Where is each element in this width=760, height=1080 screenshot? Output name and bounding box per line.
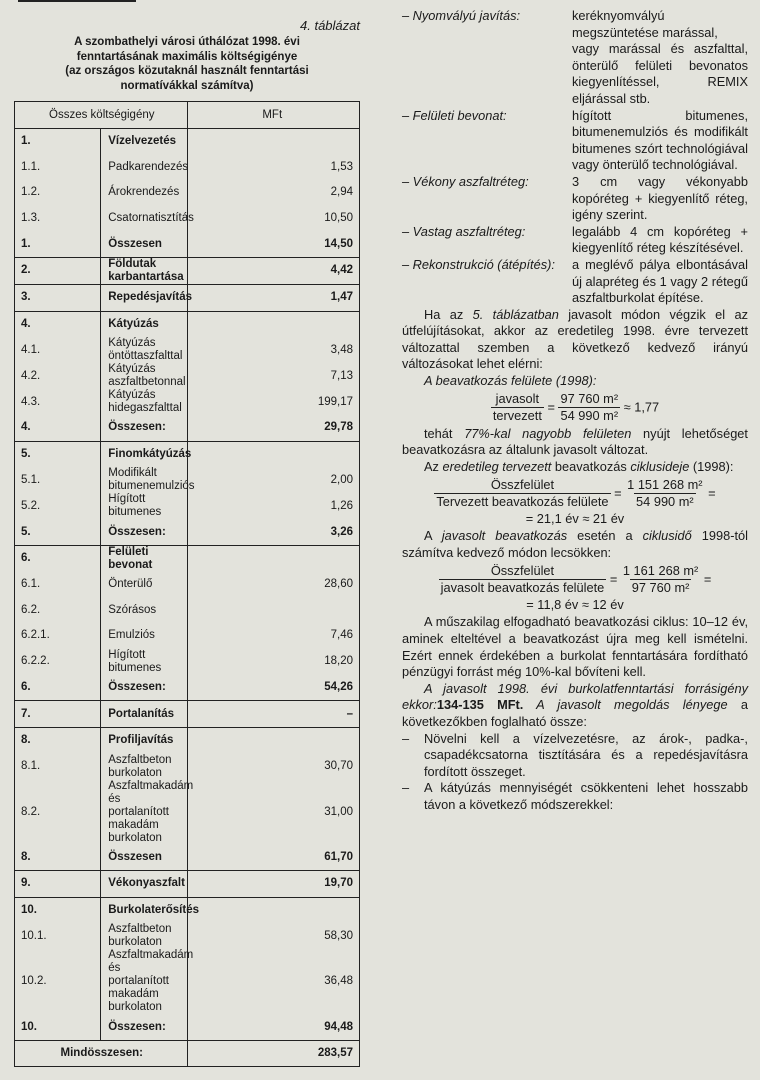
row-label: Kátyúzás [101, 311, 187, 337]
table-row [15, 923, 360, 949]
row-label: Összesen: [101, 675, 187, 701]
paragraph-4: A javasolt beavatkozás esetén a ciklusidő 1998-tól számítva kedvező módon lecsökken: [402, 528, 748, 560]
table-title-line: A szombathelyi városi úthálózat 1998. évi [74, 36, 300, 48]
row-value: 19,70 [187, 871, 360, 898]
row-label: Kátyúzás hidegaszfalttal [101, 389, 187, 415]
definitions-list [402, 8, 748, 307]
table-row [15, 311, 360, 337]
table-row [15, 206, 360, 232]
table-row [15, 337, 360, 363]
definition-desc-line: hígított bitumenes, bitumenemulziós és modifikált bitumenes szórt technológiával vagy önterülő technológiával. [572, 107, 748, 173]
row-value: 2,00 [187, 467, 360, 493]
row-number: 8.1. [21, 760, 41, 772]
row-label: Aszfaltmakadám és portalanított makadám burkolaton [101, 949, 187, 1014]
table-title [14, 35, 360, 93]
row-label: Összesen: [101, 519, 187, 545]
row-number: 8. [15, 845, 101, 871]
row-label: Burkolaterősítés [101, 897, 187, 923]
definition-desc [572, 174, 748, 224]
definition-desc-line: 3 cm vagy vékonyabb kopóréteg + kiegyenlítő réteg, igény szerint. [572, 173, 748, 223]
header-unit: MFt [187, 102, 360, 129]
row-value [187, 311, 360, 337]
row-number: 10.1. [21, 929, 47, 942]
row-number: 5. [15, 519, 101, 545]
row-label: Árokrendezés [101, 180, 187, 206]
table-row [15, 180, 360, 206]
row-value: 3,26 [187, 519, 360, 545]
paragraph-2: tehát 77%-kal nagyobb felületen nyújt lehetőséget beavatkozásra az általunk javasolt változat. [402, 425, 748, 458]
row-label: Aszfaltbeton burkolaton [101, 923, 187, 949]
row-number: 6.2.1. [21, 629, 50, 642]
table-row [15, 949, 360, 1014]
row-label: Aszfaltbeton burkolaton [101, 754, 187, 780]
row-value: 58,30 [187, 923, 360, 949]
row-value: 14,50 [187, 231, 360, 257]
table-row [15, 441, 360, 467]
row-label: Portalanítás [101, 701, 187, 728]
table-row [15, 845, 360, 871]
table-row [15, 780, 360, 845]
table-row [15, 675, 360, 701]
subheading-surface: A beavatkozás felülete (1998): [424, 373, 597, 389]
paragraph-1: Ha az 5. táblázatban javasolt módon végzik el az útfelújításokat, akkor az eredetileg 1998. évre tervezett változattal szemben a következő kedvező irányú változásokat lehet elérni: [402, 306, 748, 372]
bullet-text: Növelni kell a vízelvezetésre, az árok-, padka-, csapadékcsatorna tisztítására és a repedésjavításra fordított összeget. [424, 730, 748, 779]
equation-2: Összfelület Tervezett beavatkozás felülete = $\frac{\text{1 151 268 m²}}{\text{54 990 m²}}$ = = 21,1 év ≈ 21 év [402, 477, 748, 528]
equation-3: Összfelület javasolt beavatkozás felülete = $\frac{\text{1 161 268 m²}}{\text{97 760 m²}}$ = = 11,8 év ≈ 12 év [402, 563, 748, 614]
row-number: 2. [15, 257, 101, 284]
row-value: 28,60 [187, 572, 360, 598]
row-value [187, 441, 360, 467]
table-title-line: normatívákkal számítva) [120, 79, 254, 92]
definition-desc-line: keréknyomvályú megszüntetése marással, [572, 8, 718, 40]
row-number: 4.3. [21, 395, 41, 408]
row-label: Összesen [101, 845, 187, 871]
definition-item [402, 257, 748, 307]
row-label: Felületi bevonat [101, 545, 187, 572]
table-row [15, 754, 360, 780]
grand-total-label: Mindösszesen: [60, 1047, 143, 1060]
row-label: Összesen: [101, 1014, 187, 1040]
table-row [15, 155, 360, 181]
table-row [15, 649, 360, 675]
row-label: Finomkátyúzás [101, 441, 187, 467]
bullet-dash: – [402, 730, 410, 746]
row-value: 18,20 [187, 649, 360, 675]
row-number: 1.2. [21, 186, 41, 199]
definition-desc-line: vagy marással és aszfalttal, önterülő felületi bevonatos kiegyenlítéssel, REMIX eljárással stb. [572, 41, 748, 106]
table-row [15, 623, 360, 649]
row-value: 7,13 [187, 363, 360, 389]
bullet-item [402, 731, 748, 781]
row-number: 5.2. [21, 499, 41, 512]
cost-table [14, 101, 360, 1067]
row-value: 54,26 [187, 675, 360, 701]
row-value: 10,50 [187, 206, 360, 232]
row-value: 94,48 [187, 1014, 360, 1040]
row-value: 4,42 [187, 257, 360, 284]
row-value [187, 897, 360, 923]
table-row [15, 231, 360, 257]
definition-desc-line: legalább 4 cm kopóréteg + kiegyenlítő réteg készítésével. [572, 223, 748, 256]
row-number: 9. [15, 871, 101, 898]
row-value: – [187, 701, 360, 728]
row-label: Hígított bitumenes [101, 493, 187, 519]
row-label: Összesen: [101, 415, 187, 441]
table-row [15, 257, 360, 284]
row-number: 7. [15, 701, 101, 728]
header-label: Összes költségigény [15, 102, 188, 129]
row-number: 10.2. [21, 975, 47, 988]
row-label: Földutak karbantartása [101, 257, 187, 284]
row-number: 1. [15, 231, 101, 257]
row-label: Repedésjavítás [101, 284, 187, 311]
row-number: 10. [21, 903, 37, 916]
equation-2-result: = 21,1 év ≈ 21 év [525, 510, 625, 526]
table-header-row [15, 102, 360, 129]
bullet-item [402, 780, 748, 813]
table-row [15, 727, 360, 753]
row-number: 6.2. [21, 603, 41, 616]
top-rule [18, 0, 136, 2]
row-number: 8. [21, 734, 31, 747]
bullet-list [402, 731, 748, 814]
table-title-line: (az országos közutaknál használt fenntartási [65, 65, 309, 77]
table-row [15, 467, 360, 493]
table-row [15, 545, 360, 572]
row-value [187, 545, 360, 572]
definition-item [402, 108, 748, 174]
definition-item [402, 8, 748, 108]
row-label: Csatornatisztítás [101, 206, 187, 232]
table-row [15, 363, 360, 389]
row-number: 1.1. [21, 160, 41, 173]
row-value [187, 727, 360, 753]
row-label: Modifikált bitumenemulziós [101, 467, 187, 493]
row-value: 7,46 [187, 623, 360, 649]
row-number: 10. [15, 1014, 101, 1040]
paragraph-6: A javasolt 1998. évi burkolatfenntartási forrásigény ekkor:134-135 MFt. A javasolt megoldás lényege a következőkben foglalható össze: [402, 680, 748, 729]
equation-3-result: = 11,8 év ≈ 12 év [526, 596, 624, 612]
definition-desc [572, 8, 748, 108]
definition-desc [572, 257, 748, 307]
definition-desc [572, 224, 748, 257]
table-row [15, 389, 360, 415]
row-value: 29,78 [187, 415, 360, 441]
table-row [15, 415, 360, 441]
table-number: 4. táblázat [300, 18, 360, 33]
paragraph-3: Az eredetileg tervezett beavatkozás ciklusideje (1998): [424, 459, 734, 475]
row-label: Vízelvezetés [101, 129, 187, 155]
row-number: 6.2.2. [21, 655, 50, 668]
definition-desc [572, 108, 748, 174]
row-label: Hígított bitumenes [101, 649, 187, 675]
row-value: 199,17 [187, 389, 360, 415]
row-label: Önterülő [101, 572, 187, 598]
row-number: 5. [21, 448, 31, 461]
row-number: 4.2. [21, 369, 41, 382]
row-value [187, 598, 360, 624]
table-row [15, 129, 360, 155]
table-row [15, 493, 360, 519]
table-row [15, 1014, 360, 1040]
table-row [15, 598, 360, 624]
bullet-text: A kátyúzás mennyiségét csökkenteni lehet hosszabb távon a következő módszerekkel: [424, 780, 748, 812]
row-number: 4. [21, 317, 31, 330]
table-row [15, 897, 360, 923]
row-value: 1,26 [187, 493, 360, 519]
table-row [15, 871, 360, 898]
definition-term: – Vastag aszfaltréteg: [402, 223, 526, 239]
row-number: 6. [21, 552, 31, 565]
row-value: 3,48 [187, 337, 360, 363]
row-label: Kátyúzás öntöttaszfalttal [101, 337, 187, 363]
row-number: 4. [15, 415, 101, 441]
row-label: Szórásos [101, 598, 187, 624]
definition-term: – Nyomvályú javítás: [402, 8, 521, 23]
definition-term: – Rekonstrukció (átépítés): [402, 256, 555, 272]
row-number: 5.1. [21, 473, 41, 486]
row-number: 3. [15, 284, 101, 311]
grand-total-row [15, 1040, 360, 1067]
table-section [14, 18, 360, 1067]
definition-term: – Vékony aszfaltréteg: [402, 173, 529, 189]
row-value: 2,94 [187, 180, 360, 206]
definition-item [402, 224, 748, 257]
row-number: 6.1. [21, 578, 41, 591]
row-value: 30,70 [187, 754, 360, 780]
row-label: Profiljavítás [101, 727, 187, 753]
table-title-line: fenntartásának maximális költségigénye [76, 50, 298, 63]
row-label: Összesen [101, 231, 187, 257]
text-column [402, 8, 748, 814]
definition-term: – Felületi bevonat: [402, 107, 507, 123]
row-label: Kátyúzás aszfaltbetonnal [101, 363, 187, 389]
row-value [187, 129, 360, 155]
row-value: 1,53 [187, 155, 360, 181]
table-row [15, 572, 360, 598]
row-number: 8.2. [21, 805, 41, 818]
definition-item [402, 174, 748, 224]
row-label: Emulziós [101, 623, 187, 649]
row-label: Aszfaltmakadám és portalanított makadám burkolaton [101, 780, 187, 845]
row-number: 4.1. [21, 343, 41, 356]
table-row [15, 519, 360, 545]
row-number: 1.3. [21, 212, 41, 225]
table-row [15, 701, 360, 728]
row-value: 31,00 [187, 780, 360, 845]
row-value: 1,47 [187, 284, 360, 311]
row-label: Padkarendezés [101, 155, 187, 181]
grand-total-value: 283,57 [187, 1040, 360, 1067]
paragraph-5: A műszakilag elfogadható beavatkozási ciklus: 10–12 év, aminek elteltével a beavatkozást újra meg kell ismételni. Ezért ennek érdekében a burkolat fenntartására fordítható pénzügyi forrást még 10%-kal bővíteni kell. [402, 614, 748, 680]
table-row [15, 284, 360, 311]
row-value: 61,70 [187, 845, 360, 871]
row-label: Vékonyaszfalt [101, 871, 187, 898]
row-value: 36,48 [187, 949, 360, 1014]
bullet-dash: – [402, 780, 410, 796]
equation-1: javasolt tervezett = $\frac{\text{97 760 m²}}{\text{54 990 m²}}$ ≈ 1,77 [492, 390, 660, 424]
definition-desc-line: a meglévő pálya elbontásával új alapréteg és 1 vagy 2 rétegű aszfaltburkolat építése. [572, 256, 748, 306]
row-number: 1. [21, 135, 31, 148]
row-number: 6. [15, 675, 101, 701]
